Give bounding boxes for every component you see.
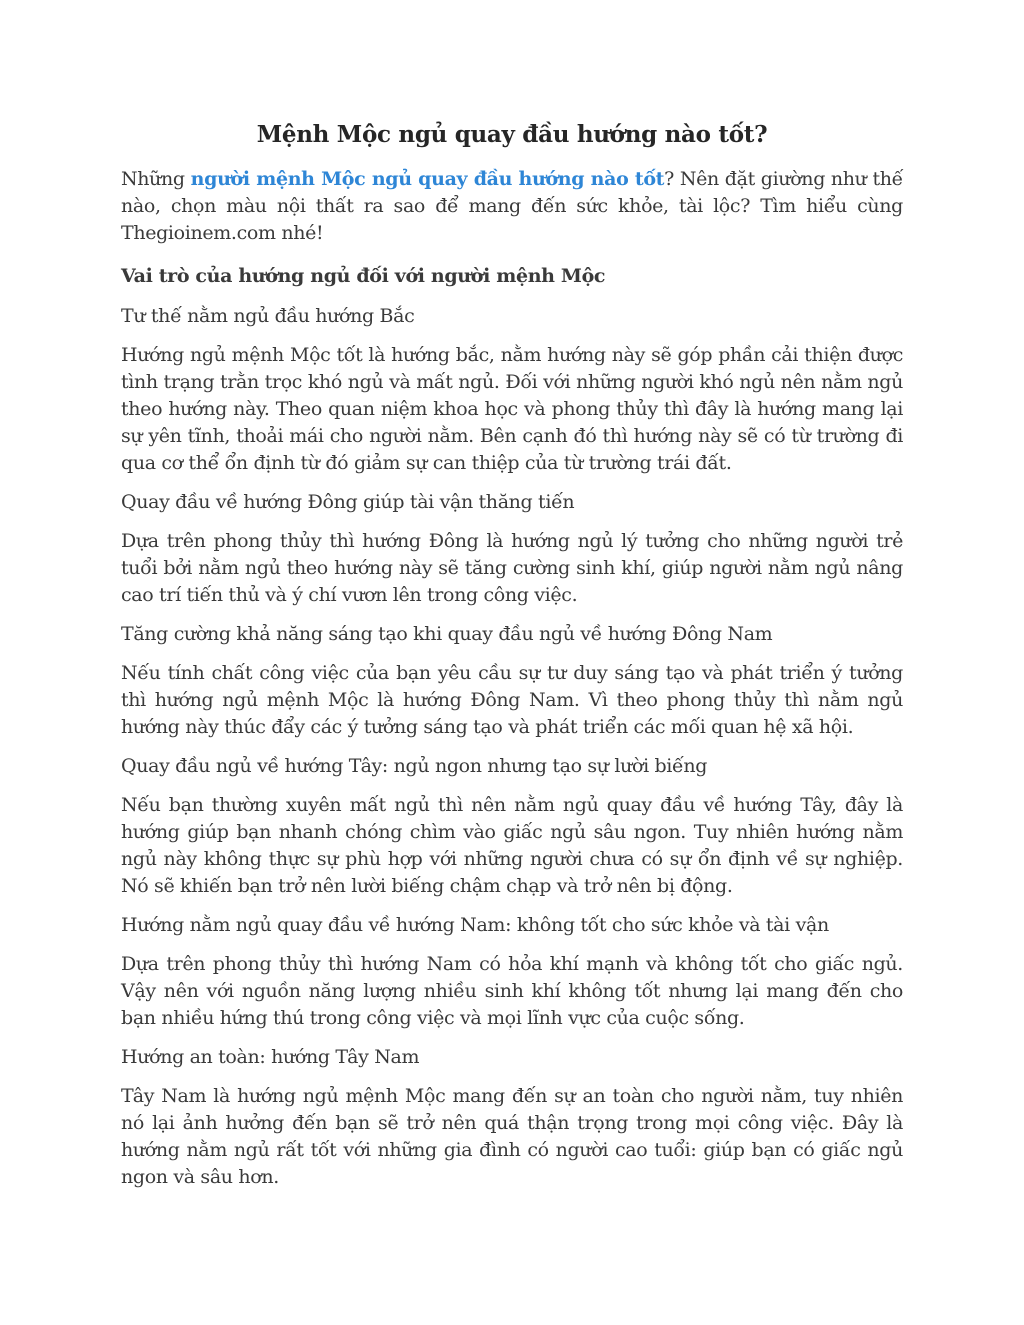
paragraph-southeast: Nếu tính chất công việc của bạn yêu cầu sự tư duy sáng tạo và phát triển ý tưởng thì hướng ngủ mệnh Mộc là hướng Đông Nam. Vì theo phong thủy thì nằm ngủ hướng này thúc đẩy các ý tưởng sáng tạo và phát triển các mối quan hệ xã hội. [121,662,903,738]
subheading-east: Quay đầu về hướng Đông giúp tài vận thăng tiến [121,491,575,513]
paragraph-southwest: Tây Nam là hướng ngủ mệnh Mộc mang đến sự an toàn cho người nằm, tuy nhiên nó lại ảnh hưởng đến bạn sẽ trở nên quá thận trọng trong mọi công việc. Đây là hướng nằm ngủ rất tốt với những gia đình có người cao tuổi: giúp bạn có giấc ngủ ngon và sâu hơn. [121,1085,903,1188]
intro-text-after: ? Nên đặt giường như thế nào, chọn màu nội thất ra sao để mang đến sức khỏe, tài lộc? Tìm hiểu cùng Thegioinem.com nhé! [121,168,903,244]
intro-paragraph [121,166,903,247]
subheading-southeast: Tăng cường khả năng sáng tạo khi quay đầu ngủ về hướng Đông Nam [121,623,773,645]
article-link[interactable]: người mệnh Mộc ngủ quay đầu hướng nào tốt [190,168,665,190]
subheading-south: Hướng nằm ngủ quay đầu về hướng Nam: không tốt cho sức khỏe và tài vận [121,914,829,936]
subheading-north: Tư thế nằm ngủ đầu hướng Bắc [121,305,415,327]
paragraph-east: Dựa trên phong thủy thì hướng Đông là hướng ngủ lý tưởng cho những người trẻ tuổi bởi nằm ngủ theo hướng này sẽ tăng cường sinh khí, giúp người nằm ngủ nâng cao trí tiến thủ và ý chí vươn lên trong công việc. [121,530,903,606]
intro-text-before: Những [121,168,191,190]
section-heading: Vai trò của hướng ngủ đối với người mệnh Mộc [121,265,606,287]
subheading-southwest: Hướng an toàn: hướng Tây Nam [121,1046,420,1068]
subheading-west: Quay đầu ngủ về hướng Tây: ngủ ngon nhưng tạo sự lười biếng [121,755,708,777]
document-page [121,118,903,1203]
paragraph-north: Hướng ngủ mệnh Mộc tốt là hướng bắc, nằm hướng này sẽ góp phần cải thiện được tình trạng trằn trọc khó ngủ và mất ngủ. Đối với những người khó ngủ nên nằm ngủ theo hướng này. Theo quan niệm khoa học và phong thủy thì đây là hướng mang lại sự yên tĩnh, thoải mái cho người nằm. Bên cạnh đó thì hướng này sẽ có từ trường đi qua cơ thể ổn định từ đó giảm sự can thiệp của từ trường trái đất. [121,344,903,474]
document-title: Mệnh Mộc ngủ quay đầu hướng nào tốt? [256,121,768,148]
paragraph-west: Nếu bạn thường xuyên mất ngủ thì nên nằm ngủ quay đầu về hướng Tây, đây là hướng giúp bạn nhanh chóng chìm vào giấc ngủ sâu ngon. Tuy nhiên hướng nằm ngủ này không thực sự phù hợp với những người chưa có sự ổn định về sự nghiệp. Nó sẽ khiến bạn trở nên lười biếng chậm chạp và trở nên bị động. [121,794,903,897]
paragraph-south: Dựa trên phong thủy thì hướng Nam có hỏa khí mạnh và không tốt cho giấc ngủ. Vậy nên với nguồn năng lượng nhiều sinh khí không tốt nhưng lại mang đến cho bạn nhiều hứng thú trong công việc và mọi lĩnh vực của cuộc sống. [121,953,903,1029]
